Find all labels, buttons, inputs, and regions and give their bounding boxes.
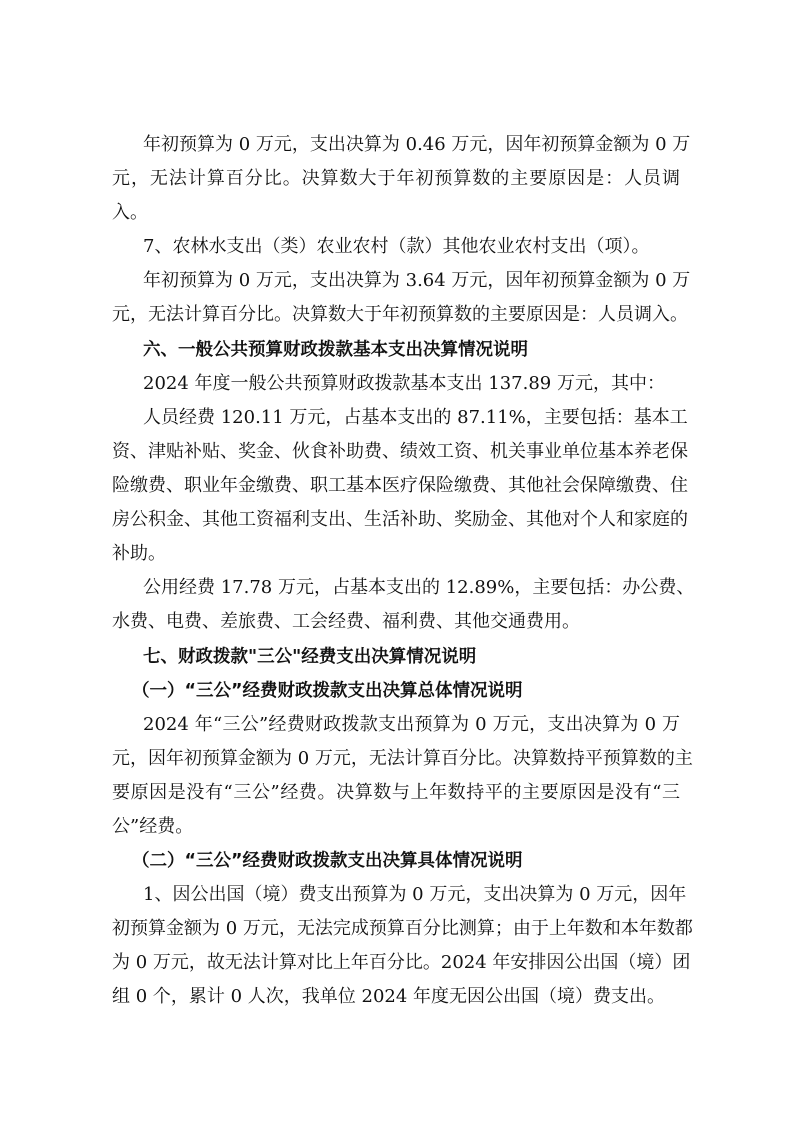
section-heading-7: 七、财政拨款"三公"经费支出决算情况说明	[143, 647, 477, 667]
paragraph-line: 1、因公出国（境）费支出预算为 0 万元，支出决算为 0 万元，因年	[143, 884, 687, 905]
paragraph-line: 元，因年初预算金额为 0 万元，无法计算百分比。决算数持平预算数的主	[112, 748, 693, 769]
list-item-heading: 7、农林水支出（类）农业农村（款）其他农业农村支出（项）。	[143, 236, 650, 257]
paragraph-line: 2024 年度一般公共预算财政拨款基本支出 137.89 万元，其中：	[143, 373, 665, 394]
paragraph-line: 公”经费。	[112, 816, 194, 837]
paragraph-line: 初预算金额为 0 万元，无法完成预算百分比测算；由于上年数和本年数都	[112, 918, 693, 939]
paragraph-line: 水费、电费、差旅费、工会经费、福利费、其他交通费用。	[112, 611, 580, 632]
paragraph-line: 公用经费 17.78 万元，占基本支出的 12.89%，主要包括：办公费、	[143, 577, 695, 598]
section-heading-6: 六、一般公共预算财政拨款基本支出决算情况说明	[143, 340, 528, 360]
paragraph-line: 组 0 个，累计 0 人次，我单位 2024 年度无因公出国（境）费支出。	[112, 986, 666, 1007]
paragraph-line: 险缴费、职业年金缴费、职工基本医疗保险缴费、其他社会保障缴费、住	[112, 475, 688, 496]
paragraph-line: 房公积金、其他工资福利支出、生活补助、奖励金、其他对个人和家庭的	[112, 509, 688, 530]
paragraph-line: 元，无法计算百分比。决算数大于年初预算数的主要原因是：人员调	[112, 168, 680, 189]
paragraph-line: 年初预算为 0 万元，支出决算为 0.46 万元，因年初预算金额为 0 万	[143, 134, 691, 155]
paragraph-line: 入。	[112, 202, 148, 223]
subsection-heading-1: （一）“三公”经费财政拨款支出决算总体情况说明	[132, 681, 523, 701]
paragraph-line: 资、津贴补贴、奖金、伙食补助费、绩效工资、机关事业单位基本养老保	[112, 441, 688, 462]
paragraph-line: 补助。	[112, 543, 166, 564]
paragraph-line: 要原因是没有“三公”经费。决算数与上年数持平的主要原因是没有“三	[112, 782, 680, 803]
paragraph-line: 元，无法计算百分比。决算数大于年初预算数的主要原因是：人员调入。	[112, 304, 688, 325]
subsection-heading-2: （二）“三公”经费财政拨款支出决算具体情况说明	[132, 851, 523, 871]
paragraph-line: 为 0 万元，故无法计算对比上年百分比。2024 年安排因公出国（境）团	[112, 952, 691, 973]
paragraph-line: 2024 年“三公”经费财政拨款支出预算为 0 万元，支出决算为 0 万	[143, 714, 680, 735]
paragraph-line: 年初预算为 0 万元，支出决算为 3.64 万元，因年初预算金额为 0 万	[143, 270, 691, 291]
paragraph-line: 人员经费 120.11 万元，占基本支出的 87.11%，主要包括：基本工	[143, 407, 688, 428]
